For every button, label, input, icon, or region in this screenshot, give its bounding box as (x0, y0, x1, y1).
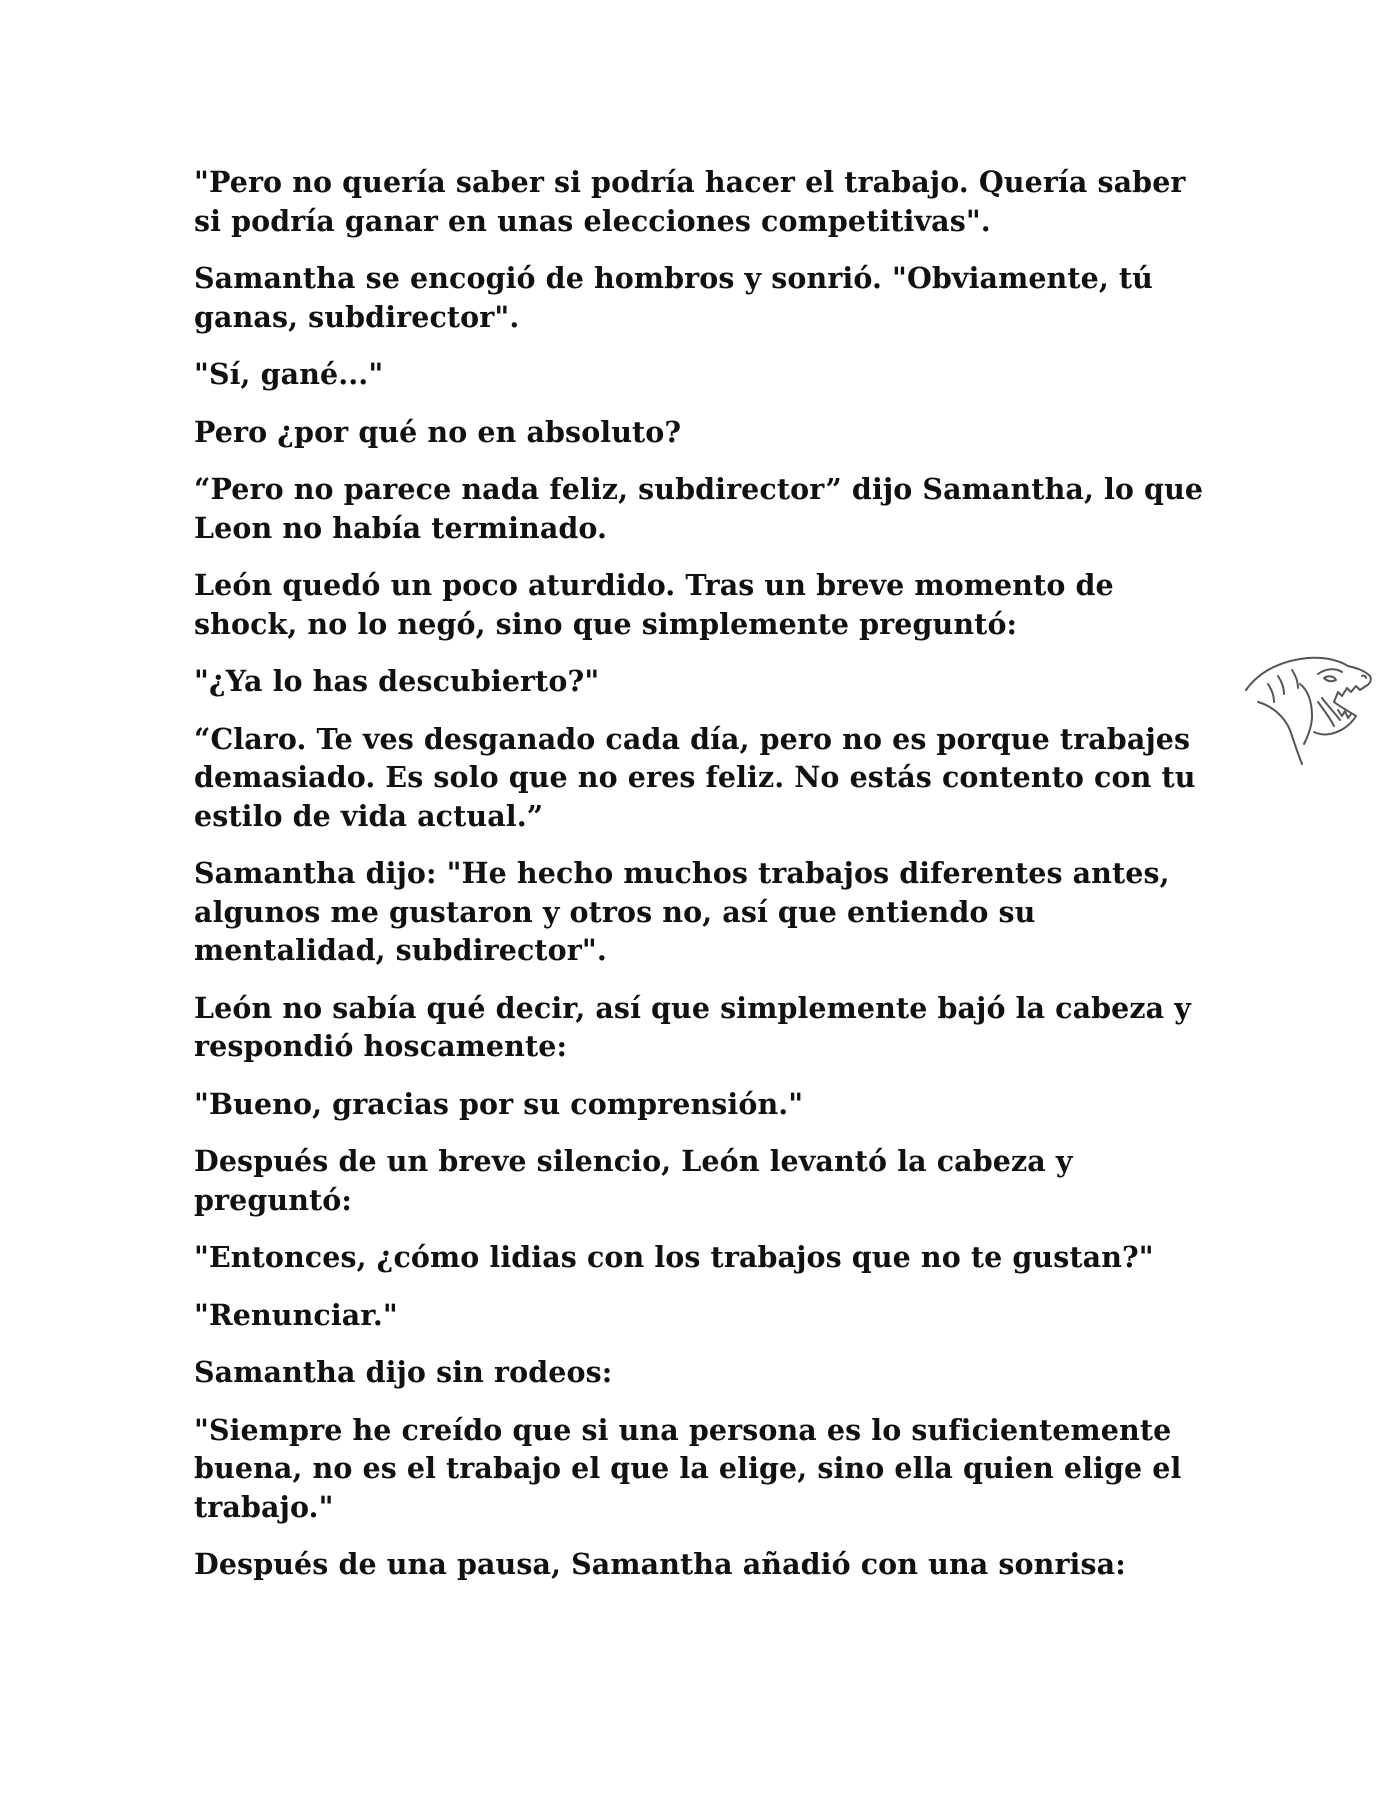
paragraph: "Siempre he creído que si una persona es lo suficientemente buena, no es el trabajo el que la elige, sino ella quien elige el trabajo." (194, 1412, 1182, 1524)
paragraph: León quedó un poco aturdido. Tras un breve momento de shock, no lo negó, sino que simplemente preguntó: (194, 568, 1114, 641)
paragraph: Samantha dijo sin rodeos: (194, 1355, 613, 1389)
paragraph: "Entonces, ¿cómo lidias con los trabajos que no te gustan?" (194, 1240, 1154, 1274)
paragraph: "Renunciar." (194, 1297, 398, 1332)
paragraph: "Sí, gané..." (194, 357, 384, 391)
paragraph: León no sabía qué decir, así que simplemente bajó la cabeza y respondió hoscamente: (194, 990, 1191, 1063)
paragraph: Samantha se encogió de hombros y sonrió. "Obviamente, tú ganas, subdirector". (194, 261, 1153, 334)
paragraph: “Claro. Te ves desganado cada día, pero no es porque trabajes demasiado. Es solo que no eres feliz. No estás contento con tu estilo de vida actual.” (194, 721, 1196, 833)
paragraph: Pero ¿por qué no en absoluto? (194, 414, 682, 449)
paragraph: "Pero no quería saber si podría hacer el trabajo. Quería saber si podría ganar en unas elecciones competitivas". (194, 165, 1186, 238)
paragraph: Después de un breve silencio, León levantó la cabeza y preguntó: (194, 1144, 1073, 1217)
paragraph: “Pero no parece nada feliz, subdirector” dijo Samantha, lo que Leon no había terminado. (194, 472, 1204, 545)
document-body (194, 163, 1224, 1603)
paragraph: Después de una pausa, Samantha añadió con una sonrisa: (194, 1547, 1126, 1581)
paragraph: "¿Ya lo has descubierto?" (194, 664, 600, 698)
paragraph: "Bueno, gracias por su comprensión." (194, 1086, 804, 1121)
paragraph: Samantha dijo: "He hecho muchos trabajos diferentes antes, algunos me gustaron y otros no, así que entiendo su mentalidad, subdirector". (194, 856, 1170, 967)
dinosaur-head-sketch-icon (1238, 646, 1378, 770)
